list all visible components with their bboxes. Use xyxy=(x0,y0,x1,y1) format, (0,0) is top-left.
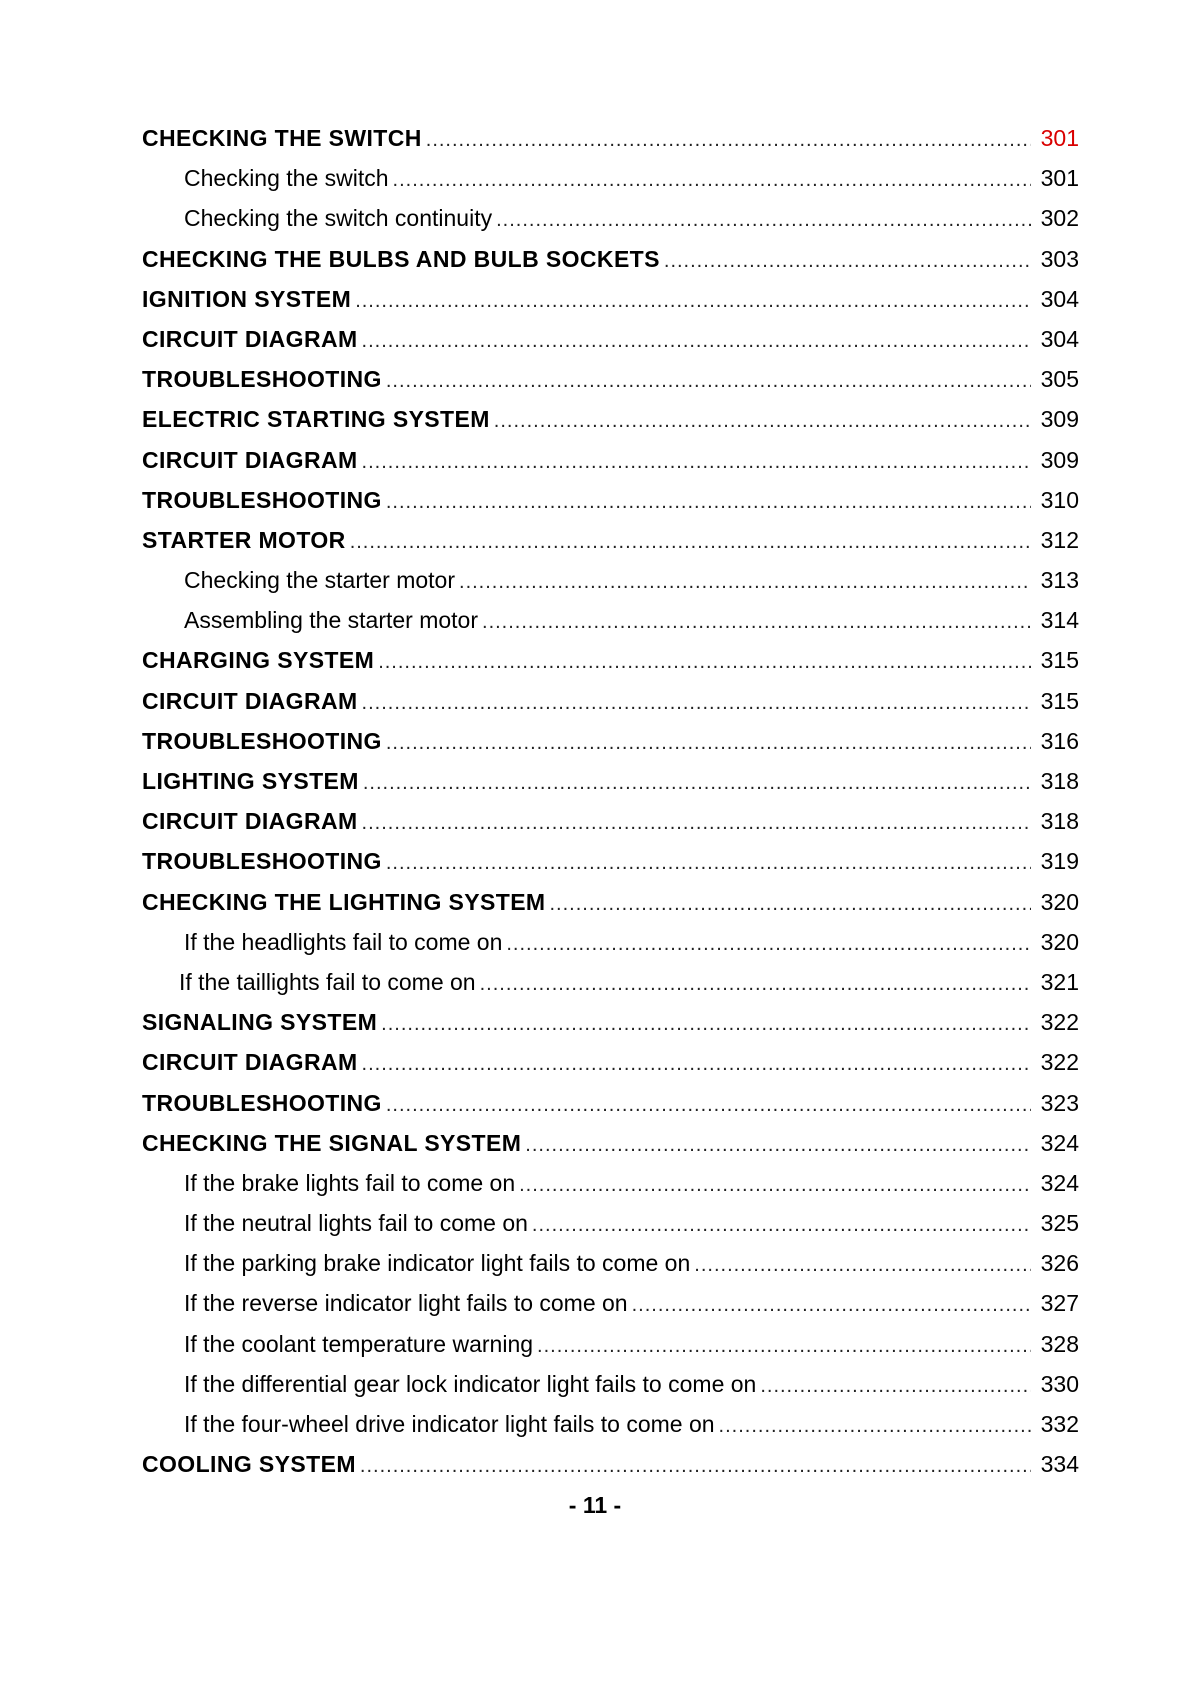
toc-page-number: 320 xyxy=(1040,888,1079,915)
toc-entry-title: If the differential gear lock indicator light fails to come on xyxy=(184,1370,757,1397)
toc-section-entry[interactable] xyxy=(142,882,1079,922)
toc-entry-title: If the four-wheel drive indicator light fails to come on xyxy=(184,1411,715,1437)
toc-section-entry[interactable] xyxy=(142,480,1079,520)
toc-entry-title: TROUBLESHOOTING xyxy=(142,486,382,513)
toc-entry-title: Checking the starter motor xyxy=(184,567,456,594)
toc-leader-dots xyxy=(386,361,1031,401)
toc-entry-title: TROUBLESHOOTING xyxy=(142,366,382,393)
toc-section-entry[interactable] xyxy=(142,319,1079,359)
toc-page-number: 324 xyxy=(1040,1129,1079,1156)
toc-entry-title: Checking the switch continuity xyxy=(184,205,493,232)
toc-leader-dots xyxy=(362,442,1031,482)
toc-entry-title: IGNITION SYSTEM xyxy=(142,285,352,312)
toc-page-number: 309 xyxy=(1040,406,1079,433)
toc-page-number: 327 xyxy=(1040,1290,1079,1317)
toc-page-number: 318 xyxy=(1040,768,1079,794)
toc-section-entry[interactable] xyxy=(142,801,1079,841)
toc-leader-dots xyxy=(480,964,1031,1004)
toc-subsection-entry[interactable] xyxy=(142,1203,1079,1243)
toc-page-number: 318 xyxy=(1040,808,1079,835)
toc-leader-dots xyxy=(459,562,1031,602)
toc-entry-title: CHECKING THE LIGHTING SYSTEM xyxy=(142,888,546,915)
toc-leader-dots xyxy=(506,924,1031,964)
toc-entry-title: If the taillights fail to come on xyxy=(179,968,476,995)
toc-page-number: 303 xyxy=(1040,245,1079,272)
toc-entry-title: TROUBLESHOOTING xyxy=(142,1089,382,1116)
toc-page-number: 305 xyxy=(1040,366,1079,393)
toc-leader-dots xyxy=(386,843,1031,883)
toc-leader-dots xyxy=(386,723,1031,763)
toc-leader-dots xyxy=(760,1366,1031,1406)
toc-subsection-entry[interactable] xyxy=(142,1243,1079,1283)
toc-page-number: 304 xyxy=(1040,285,1079,312)
toc-page-number: 314 xyxy=(1040,607,1079,634)
toc-page-number: 325 xyxy=(1040,1210,1079,1237)
toc-page-number: 312 xyxy=(1040,526,1079,553)
toc-leader-dots xyxy=(362,1044,1031,1084)
toc-subsection-entry[interactable] xyxy=(142,1283,1079,1323)
toc-entry-title: CIRCUIT DIAGRAM xyxy=(142,808,358,835)
toc-leader-dots xyxy=(362,683,1031,723)
toc-page-number: 324 xyxy=(1040,1169,1079,1196)
toc-leader-dots xyxy=(525,1125,1031,1165)
toc-page-number: 302 xyxy=(1040,205,1079,232)
toc-leader-dots xyxy=(496,200,1031,240)
toc-leader-dots xyxy=(393,160,1031,200)
toc-page-number: 322 xyxy=(1040,1009,1079,1036)
toc-leader-dots xyxy=(426,120,1031,160)
toc-subsection-entry[interactable] xyxy=(142,1163,1079,1203)
toc-subsection-entry[interactable] xyxy=(142,1324,1079,1364)
toc-entry-title: Assembling the starter motor xyxy=(184,607,479,634)
toc-page-number: 301 xyxy=(1040,125,1079,151)
toc-leader-dots xyxy=(360,1446,1031,1486)
toc-page-number: 334 xyxy=(1040,1451,1079,1478)
toc-leader-dots xyxy=(519,1165,1031,1205)
toc-subsection-entry[interactable] xyxy=(142,922,1079,962)
toc-page-number: 319 xyxy=(1040,848,1079,875)
toc-leader-dots xyxy=(694,1245,1031,1285)
toc-page-number: 315 xyxy=(1040,647,1079,674)
toc-entry-title: SIGNALING SYSTEM xyxy=(142,1009,378,1036)
toc-page-number: 320 xyxy=(1040,928,1079,955)
toc-leader-dots xyxy=(378,642,1031,682)
toc-entry-title: TROUBLESHOOTING xyxy=(142,727,382,754)
toc-entry-title: COOLING SYSTEM xyxy=(142,1451,356,1478)
toc-section-entry[interactable] xyxy=(142,279,1079,319)
toc-subsection-entry[interactable] xyxy=(142,198,1079,238)
toc-subsection-entry[interactable] xyxy=(142,1364,1079,1404)
toc-entry-title: CHECKING THE BULBS AND BULB SOCKETS xyxy=(142,245,660,272)
toc-page-number: 321 xyxy=(1040,968,1079,995)
toc-subsection-entry[interactable] xyxy=(142,962,1079,1002)
toc-entry-title: CIRCUIT DIAGRAM xyxy=(142,446,358,473)
toc-page-number: 330 xyxy=(1040,1370,1079,1397)
toc-page-number: 315 xyxy=(1040,687,1079,714)
toc-section-entry[interactable] xyxy=(142,399,1079,439)
toc-entry-title: If the parking brake indicator light fails to come on xyxy=(184,1250,691,1277)
toc-page-number: 332 xyxy=(1040,1411,1079,1437)
toc-page-number: 301 xyxy=(1040,165,1079,192)
toc-entry-title: ELECTRIC STARTING SYSTEM xyxy=(142,406,490,433)
toc-section-entry[interactable] xyxy=(142,1444,1079,1484)
toc-entry-title: STARTER MOTOR xyxy=(142,526,346,553)
toc-page-number: 310 xyxy=(1040,486,1079,513)
toc-entry-title: CIRCUIT DIAGRAM xyxy=(142,1049,358,1076)
page-number: - 11 - xyxy=(568,1492,622,1518)
toc-page-number: 313 xyxy=(1040,567,1079,594)
toc-section-entry[interactable] xyxy=(142,1123,1079,1163)
toc-section-entry[interactable] xyxy=(142,721,1079,761)
toc-page-number: 326 xyxy=(1040,1250,1079,1277)
toc-entry-title: If the headlights fail to come on xyxy=(184,928,503,955)
toc-page-number: 328 xyxy=(1040,1330,1079,1357)
toc-entry-title: If the coolant temperature warning xyxy=(184,1330,534,1357)
table-of-contents xyxy=(142,118,1079,1484)
toc-leader-dots xyxy=(719,1406,1031,1446)
toc-subsection-entry[interactable] xyxy=(142,158,1079,198)
toc-entry-title: CIRCUIT DIAGRAM xyxy=(142,325,358,352)
toc-leader-dots xyxy=(550,884,1032,924)
toc-leader-dots xyxy=(664,241,1031,281)
toc-leader-dots xyxy=(355,281,1031,321)
toc-entry-title: CHECKING THE SWITCH xyxy=(142,125,422,151)
toc-page-number: 316 xyxy=(1040,727,1079,754)
toc-entry-title: CHARGING SYSTEM xyxy=(142,647,375,674)
toc-entry-title: Checking the switch xyxy=(184,165,389,192)
toc-leader-dots xyxy=(532,1205,1031,1245)
toc-entry-title: CIRCUIT DIAGRAM xyxy=(142,687,358,714)
toc-subsection-entry[interactable] xyxy=(142,1404,1079,1444)
toc-section-entry[interactable] xyxy=(142,520,1079,560)
toc-entry-title: If the neutral lights fail to come on xyxy=(184,1210,528,1237)
toc-section-entry[interactable] xyxy=(142,440,1079,480)
toc-page-number: 323 xyxy=(1040,1089,1079,1116)
toc-entry-title: TROUBLESHOOTING xyxy=(142,848,382,875)
toc-entry-title: CHECKING THE SIGNAL SYSTEM xyxy=(142,1129,522,1156)
toc-leader-dots xyxy=(494,401,1031,441)
toc-entry-title: LIGHTING SYSTEM xyxy=(142,768,359,794)
toc-section-entry[interactable] xyxy=(142,118,1079,158)
toc-section-entry[interactable] xyxy=(142,841,1079,881)
toc-entry-title: If the reverse indicator light fails to come on xyxy=(184,1290,628,1317)
toc-page-number: 309 xyxy=(1040,446,1079,473)
toc-leader-dots xyxy=(363,763,1031,803)
toc-leader-dots xyxy=(632,1285,1031,1325)
toc-section-entry[interactable] xyxy=(142,640,1079,680)
toc-section-entry[interactable] xyxy=(142,239,1079,279)
toc-section-entry[interactable] xyxy=(142,761,1079,801)
toc-section-entry[interactable] xyxy=(142,359,1079,399)
toc-section-entry[interactable] xyxy=(142,1042,1079,1082)
toc-leader-dots xyxy=(381,1004,1031,1044)
toc-subsection-entry[interactable] xyxy=(142,560,1079,600)
toc-leader-dots xyxy=(362,321,1031,361)
toc-page-number: 304 xyxy=(1040,325,1079,352)
toc-section-entry[interactable] xyxy=(142,681,1079,721)
toc-section-entry[interactable] xyxy=(142,1002,1079,1042)
toc-page-number: 322 xyxy=(1040,1049,1079,1076)
toc-subsection-entry[interactable] xyxy=(142,600,1079,640)
toc-leader-dots xyxy=(350,522,1031,562)
toc-leader-dots xyxy=(482,602,1031,642)
toc-leader-dots xyxy=(386,482,1031,522)
toc-leader-dots xyxy=(362,803,1031,843)
toc-entry-title: If the brake lights fail to come on xyxy=(184,1169,516,1196)
toc-leader-dots xyxy=(386,1085,1031,1125)
toc-section-entry[interactable] xyxy=(142,1083,1079,1123)
toc-leader-dots xyxy=(537,1326,1031,1366)
